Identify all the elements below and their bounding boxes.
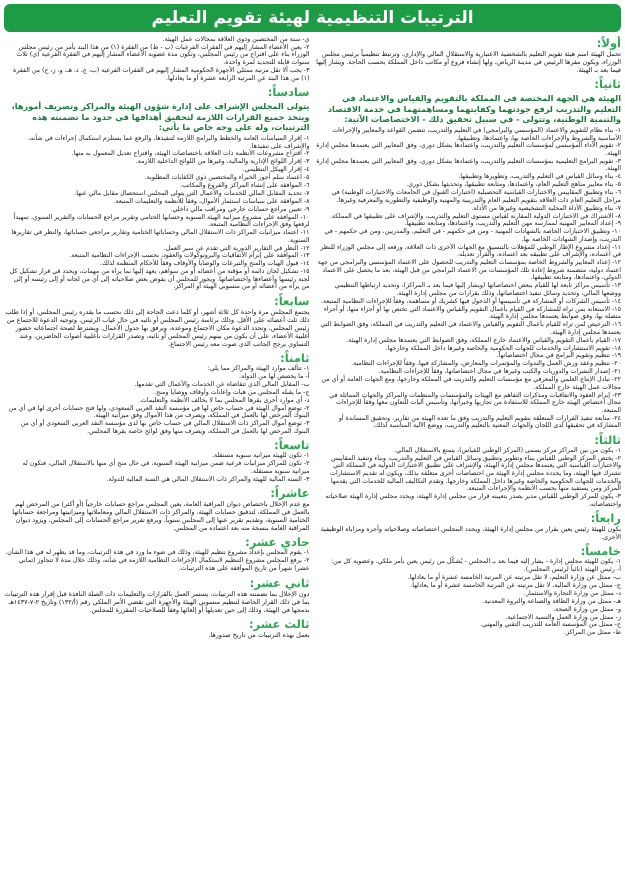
list-item: ٢- يختص المركز الوطني للقياس ببناء وتطوير وتطبيق وسائل القياس في التعليم والتدريب، وبناء وتنفيذ المقاييس والاختبارات القياسية التي يعتمدها مجلس إدارة الهيئة، والإشراف على تطبيق الاختبارات الدولية في المملكة التي تشترك فيها الهيئة، وما يحدده مجلس إدارة الهيئة من اختصاصات أخرى متعلقة بذلك، ويكون له تقديم الاستشارات والخدمات للجهات الحكومية والخاصة وغيرها داخل المملكة وخارجها. وتقدم التكاليف المالية للخدمات التي يقدمها المركز ومن يستفيد منها بحسب الأنظمة والإجراءات المتبعة. xyxy=(330,454,621,493)
list-item: ط- ممثل من المراكز. xyxy=(564,629,621,637)
list-item: ١٩- تنظيم وتقويم البرامج في مجال اختصاصاتها. xyxy=(496,352,621,360)
section-10-text: مع عدم الإخلال باختصاص ديوان المراقبة العامة، يعين المجلس مراجع حسابات خارجياً (أو أكثر) من المرخص لهم بالعمل في المملكة، لتدقيق حسابات الهيئة، والمراكز ذات الاستقلال المالي ومعاملاتها وميزانيتها ومراجعة حساباتها الختامية السنوية، وتقديم تقرير عنها إلى المجلس سنوياً. ويرفع تقرير مراجع الحسابات إلى المجلس، ويزود ديوان المراقبة العامة بنسخة منه بعد اعتماده من المجلس. xyxy=(12,500,310,533)
section-8-list xyxy=(4,365,310,435)
section-5-heading: خامساً: xyxy=(580,544,621,559)
section-7 xyxy=(4,294,310,348)
section-3-list xyxy=(316,447,622,508)
list-item: ١١- إعداد مشروع الإطار الوطني للمؤهلات بالتنسيق مع الجهات الأخرى ذات العلاقة، ورفعه إلى مجلس الوزراء للنظر في اعتماده، والإشراف على تطبيقه بعد اعتماده، والقرار تعديله. xyxy=(320,243,621,259)
list-item: ١٠- وتطبيق الاختبارات الخاصة بالشهادات المهنية - ومن في حكمهم - في التعليم، والمدربين، ومن في حكمهم - في التدريب، وإصدار الشهادات الخاصة بها. xyxy=(324,228,621,243)
list-item: ٣- يجب ألا تقل مرتبة ممثلي الأجهزة الحكومية المشار إليهم في الفقرات الفرعية (ب، ج، د، هـ، و، ز، ح) من الفقرة (١) من هذا البند عن المرتبة الرابعة عشرة أو ما يعادلها. xyxy=(13,66,310,82)
section-5 xyxy=(316,544,622,637)
list-item: ١- إقرار السياسات العامة والخطط والبرامج اللازمة لتنفيذها، والرفع عما يستلزم استكمال إجراءات في شأنه، والإشراف على تنفيذها. xyxy=(28,134,310,150)
list-item: ٣- السنة المالية للهيئة والمراكز ذات الاستقلال المالي هي السنة المالية للدولة. xyxy=(106,475,310,483)
list-item: ٢- توضع أموال الهيئة في حساب خاص لها في مؤسسة النقد العربي السعودي، ولها فتح حسابات أخرى لها في أي من البنوك المرخص لها بالعمل في المملكة، ويصرف من هذا الأموال وفق ميزانية الهيئة. xyxy=(8,404,310,420)
list-item: ٣- يكون للمركز الوطني للقياس مدير يصدر بتعيينه قرار من مجلس إدارة الهيئة، ويحدد مجلس إدارة الهيئة صلاحياته واختصاصاته. xyxy=(325,493,621,508)
title-banner xyxy=(4,4,621,32)
section-8-heading: ثامناً: xyxy=(280,351,310,366)
list-item: ٢٠- تنظيم وعقد ورش العمل والندوات والمؤتمرات والمعارض، والمشاركة فيها، وفقاً للإجراءات النظامية. xyxy=(351,360,621,368)
section-10-heading: عاشراً: xyxy=(270,486,310,501)
section-1-heading: أولاً: xyxy=(596,36,621,50)
section-7-text: يجتمع المجلس مرة واحدة كل ثلاثة أشهر، أو كلما دعت الحاجة إلى ذلك بحسب ما يقدره رئيس المجلس، أو إذا طلب ذلك ثلث أعضائه على الأقل. وذلك برئاسة رئيس المجلس أو نائبه في حال غياب الرئيس، وتوجيه الدعوة للاجتماع من رئيس المجلس، وتحدد الدعوة مكان الاجتماع وموعده، ويرفق بها جدول الأعمال. ويشترط لصحة اجتماعاته حضور أغلبية الأعضاء، على أن يكون من بينهم رئيس المجلس أو نائبه، وتصدر القرارات بأغلبية أصوات الحاضرين، وعند التساوي يرجح الجانب الذي صوت معه رئيس الاجتماع. xyxy=(5,307,310,349)
section-1 xyxy=(316,36,622,74)
section-13 xyxy=(4,617,310,639)
list-item: ٢١- إصدار النشرات والدوريات والكتب وغيرها في مجال اختصاصاتها، وفقاً للإجراءات النظامية. xyxy=(378,368,621,376)
list-item: ١- بناء نظام للتقويم والاعتماد (المؤسسي والبرامجي) في التعليم والتدريب، تتضمن القواعد والمعايير والإجراءات الأساسية والشروط والإجراءات الخاصة بها، واعتمادها، وتطبيقها. xyxy=(332,126,621,142)
section-12-heading: ثاني عشر: xyxy=(249,575,310,590)
list-item: ١٧- القيام بأعمال التقويم والقياس والاعتماد خارج المملكة، وفق الضوابط التي يعتمدها مجلس إدارة الهيئة. xyxy=(346,336,621,344)
section-9-list xyxy=(4,452,310,483)
list-item: ٢- تكون للمراكز ميزانيات فرعية ضمن ميزانية الهيئة السنوية، في حال منح أي منها بالاستقلال المالي، فتكون له ميزانية سنوية مستقلة. xyxy=(22,460,310,475)
section-13-heading: ثالث عشر: xyxy=(249,616,310,631)
list-item: ٢- اقتراح مشروعات الأنظمة ذات العلاقة باختصاصات الهيئة، واقتراح تعديل المعمول به منها. xyxy=(71,150,310,158)
section-6 xyxy=(4,85,310,291)
section-2-list xyxy=(316,127,622,430)
list-item: ٥- بناء معايير مناهج التعليم العام، واعتمادها، ومتابعة تطبيقها، وتحديثها بشكل دوري. xyxy=(406,181,621,189)
list-item: ج- ما يقبله المجلس من هبات وإعانات وأوقاف ووصايا ومنح. xyxy=(154,388,310,396)
section-6-heading: سادساً: xyxy=(267,85,310,100)
list-item: و- ممثل من وزارة الصحة. xyxy=(553,605,621,613)
list-item: ١٦- الترخيص لمن تراه للقيام بأعمال التقويم والقياس والاعتماد في التعليم والتدريب في المملكة، وفق الضوابط التي يعتمدها مجلس إدارة الهيئة. xyxy=(320,321,621,336)
list-item: ٢- تقويم الأداء المؤسسي لمؤسسات التعليم والتدريب، واعتمادها بشكل دوري، وفق المعايير التي يعتمدها مجلس إدارة الهيئة. xyxy=(316,142,621,157)
section-6-intro: يتولى المجلس الإشراف على إدارة شؤون الهيئة والمراكز وتصريف أمورها، ويتخذ جميع القرارات اللازمة لتحقيق أهدافها في حدود ما تضمنته هذه الترتيبات، وله على وجه خاص ما يأتي: xyxy=(11,101,310,133)
page-title: الترتيبات التنظيمية لهيئة تقويم التعليم xyxy=(151,8,474,28)
list-item: أ- ما يخصص لها من الدولة. xyxy=(238,373,310,381)
list-item: ز- ممثل من وزارة العمل والتنمية الاجتماعية. xyxy=(505,613,621,621)
list-item: ح- ممثل من المؤسسة العامة للتدريب التقني والمهني. xyxy=(480,621,621,629)
list-item: ٢- يرفع المجلس مشروع التنظيم لاستكمال الإجراءات النظامية اللازمة في شأنه، وذلك خلال مدة لا تتجاوز (ثماني عشر) شهراً من تاريخ الموافقة على هذه الترتيبات. xyxy=(18,557,310,572)
list-item: ١- تكون للهيئة ميزانية سنوية مستقلة. xyxy=(212,452,310,460)
list-item: ٦- الموافقة على إنشاء المراكز والفروع والمكاتب. xyxy=(180,181,310,189)
list-item: ١٠- الموافقة على مشروع ميزانية الهيئة السنوية وحسابها الختامي وتقرير مراجع الحسابات والتقرير السنوي، تمهيداً لرفعها وفق الإجراءات النظامية المتبعة. xyxy=(13,213,310,229)
section-10 xyxy=(4,486,310,532)
list-item: ٥- اعتماد سلم أجور الخبراء والمختصين ذوي الكفايات المطلوبة. xyxy=(144,174,310,182)
section-6-list xyxy=(4,135,310,291)
list-item: ٨- الموافقة على سياسات استثمار الأموال، وفقاً للأنظمة والتعليمات المتبعة. xyxy=(113,197,310,205)
list-item: ٧- تحديد المقابل المالي للخدمات والأعمال التي يتولى المجلس استحصال مقابل مالي عنها. xyxy=(74,189,310,197)
list-item: ١٣- تأسيس مراكز تابعة لها للقيام ببعض اختصاصاتها (ويشار إليها فيما بعد بـ المراكز)، وتحديد ارتباطها التنظيمي ووضعها المالي، وتحديد وسائل تنفيذ اختصاصاتها، وذلك بقرارات من مجلس إدارة الهيئة. xyxy=(334,282,621,297)
list-item: ١٤- تأسيس الشركات أو المشاركة في تأسيسها أو الدخول فيها كشريك أو مساهمة، وفقاً للإجراءات النظامية المتبعة. xyxy=(321,297,621,305)
list-item: ١٢- النظر في التقارير الدورية التي تقدم عن سير العمل. xyxy=(163,244,310,252)
list-item: د- أي موارد أخرى يقرها المجلس بما لا يخالف الأنظمة والتعليمات. xyxy=(138,396,310,404)
section-12-text: دون الإخلال بما تضمنته هذه الترتيبات، يستمر العمل بالقرارات والتعليمات ذات الصلة النافذة قبل إقرار هذه الترتيبات بما في ذلك القرار الخاصة لتنظيم منسوبي الهيئة والأجهزة التي تقضي الأمر الملكي رقم (أ/١٣٢) وتاريخ ٢-٧-١٤٣٧هـ بدمجها في الهيئة، وذلك إلى حين تعديلها أو إلغائها وفقاً للصلاحيات المقررة للمجلس. xyxy=(4,589,310,614)
list-item: ٤- بناء وسائل القياس في التعليم والتدريب، وتطويرها وتطبيقها. xyxy=(458,173,621,181)
section-11-heading: حادي عشر: xyxy=(245,535,310,550)
list-item: ٨- الاشتراك في الاختبارات الدولية المقارنة لقياس مستوى التعليم والتدريب، والإشراف على تطبيقها في المملكة. xyxy=(329,212,621,220)
columns xyxy=(4,36,621,892)
section-13-text: يعمل بهذه الترتيبات من تاريخ صدورها. xyxy=(208,630,310,639)
list-item: ب- المقابل المالي الذي تتقاضاه عن الخدمات والأعمال التي تقدمها. xyxy=(134,380,310,388)
list-item: ٢- يعين الأعضاء المشار إليهم في الفقرات الفرعيات (ب - ط) من الفقرة (١) من هذا البند بأمر من رئيس مجلس الوزراء بناء على اقتراح من رئيس المجلس، وتكون مدة عضوية الأعضاء المشار إليهم في الفقرة الفرعية (ي) ثلاث سنوات قابلة للتجديد لمرة واحدة. xyxy=(16,43,310,67)
list-item: ١٢- إعداد المعايير والشروط الخاصة بمؤسسات التعليم والتدريب للحصول على الاعتماد المؤسسي والبرامجي من جهة اعتماد دولية، متضمنة شروط إعادة تلك المؤسسات من الاعتماد البرامجي من قبل الهيئة، بعد ما يحصل على الاعتماد الدولي، واعتمادها، ومتابعة تطبيقها. xyxy=(317,259,621,282)
list-item: ١١- اعتماد ميزانيات المراكز ذات الاستقلال المالي وحساباتها الختامية وتقارير مراجعي حساباتها، والنظر في تقاريرها السنوية. xyxy=(11,229,310,244)
section-11-list xyxy=(4,549,310,572)
section-9-heading: تاسعاً: xyxy=(274,438,310,453)
list-item: ١- يكون للهيئة مجلس إدارة - يشار إليه فيما بعد بـ المجلس - يُشكّل من رئيس يعين بأمر ملكي، وعضوية كل من: xyxy=(331,558,621,566)
list-item: ج- ممثل من وزارة المالية، لا تقل مرتبته عن المرتبة الخامسة عشرة أو ما يعادلها. xyxy=(410,582,621,590)
section-2-heading: ثانياً: xyxy=(594,77,621,92)
section-4 xyxy=(316,511,622,541)
section-5-continued xyxy=(4,36,310,82)
list-item: ٣- توضع أموال المراكز ذات الاستقلال المالي في حساب خاص بها لدى مؤسسة النقد العربي السعودي أو أي من البنوك المرخص لها بالعمل في المملكة، ويصرف منها وفق لوائح خاصة يقرها المجلس. xyxy=(20,420,310,435)
list-item: ١- تتألف موارد الهيئة والمراكز مما يلي: xyxy=(207,365,310,373)
list-item: ٣- إقرار اللوائح الإدارية والمالية، وغيرها من اللوائح الداخلية اللازمة. xyxy=(135,158,310,166)
section-2-intro: الهيئة هي الجهة المختصة في المملكة بالتقويم والقياس والاعتماد في التعليم والتدريب لرفع جودتهما وكفايتهما ومساهمتهما في خدمة الاقتصاد والتنمية الوطنية، وتتولى - في سبيل تحقيق ذلك - الاختصاصات الآتية: xyxy=(327,93,621,125)
list-item: ٤- إقرار الهيكل التنظيمي. xyxy=(242,166,310,174)
section-11 xyxy=(4,535,310,572)
list-item: ٢٤- متابعة تنفيذ القرارات المتعلقة بتقويم التعليم والتدريب وفق ما تعده الهيئة من تقارير، وتحقيق المساندة أو المشاركة في تحقيقها لدى اللجان والجهات المعنية بالتعليم والتدريب، ووضع الآلية المناسبة لذلك. xyxy=(338,414,621,430)
section-4-text: يكون للهيئة رئيس يعين بقرار من مجلس إدارة الهيئة، ويحدد المجلس اختصاصاته وصلاحياته وأجره ومزاياه الوظيفية الأخرى. xyxy=(320,525,621,542)
list-item: ١٥- الاستعانة بمن تراه للمشاركة في القيام بأعمال التقويم والقياس والاعتماد التي تختص بها أو أجزاء منها، أو أجزاء متصلة بها، وفق ضوابط يعتمدها مجلس إدارة الهيئة. xyxy=(323,305,621,321)
section-9 xyxy=(4,438,310,483)
list-item: ١- يكون من بين المراكز مركز يسمى (المركز الوطني للقياس)، يتمتع بالاستقلال المالي. xyxy=(394,446,621,454)
list-item: ١٤- قبول الهبات والمنح والتبرعات والوصايا والأوقاف وفقاً للأحكام المنظمة لذلك. xyxy=(99,260,310,268)
list-item: ١- يقوم المجلس بإعداد مشروع تنظيم للهيئة، وذلك في ضوء ما ورد في هذه الترتيبات، وما قد يظهر له في هذا الشأن. xyxy=(5,549,310,557)
list-item: ٩- إعداد المعايير المهنية لممارسة مهن التعليم والتدريب، واعتمادها، ومتابعة تطبيقها. xyxy=(404,220,621,228)
list-item: ي- ستة من المختصين وذوي العلاقة بمجالات عمل الهيئة. xyxy=(162,36,310,43)
list-item: د- ممثل من وزارة التجارة والاستثمار. xyxy=(523,589,621,597)
list-item: هـ- ممثل من وزارة الطاقة والصناعة والثروة المعدنية. xyxy=(482,597,621,605)
list-item: ٣- تقويم البرامج التعليمية بمؤسسات التعليم والتدريب، واعتمادها بشكل دوري، وفق المعايير التي يعتمدها مجلس إدارة الهيئة. xyxy=(316,157,621,173)
section-12 xyxy=(4,576,310,614)
list-item: ١٣- الموافقة على إبرام الاتفاقيات والبروتوكولات والعقود، بحسب الإجراءات النظامية المتبعة. xyxy=(69,252,310,260)
section-7-heading: سابعاً: xyxy=(274,293,310,308)
section-1-text: تحمل الهيئة اسم هيئة تقويم التعليم بالشخصية الاعتبارية والاستقلال المالي والإداري، وترتبط تنظيمياً برئيس مجلس الوزراء، ويكون مقرها الرئيس في مدينة الرياض، ولها إنشاء فروع أو مكاتب داخل المملكة بحسب الحاجة. ويشار إليها فيما بعد بـ الهيئة. xyxy=(316,50,621,75)
left-column xyxy=(4,36,310,892)
section-8 xyxy=(4,351,310,435)
list-item: ٧- بناء وتطبيق الأداة المحلية التشخيصية وغيرها من الأدلة. xyxy=(471,204,621,212)
section-3 xyxy=(316,433,622,508)
section-4-heading: رابعاً: xyxy=(590,511,621,526)
section-5-continued-list xyxy=(4,36,310,82)
section-5-list xyxy=(316,558,622,637)
list-item: ٢٣- إبرام العقود والاتفاقيات ومذكرات التفاهم مع الهيئات والمؤسسات والمنظمات والمراكز والجهات المماثلة في مجال اختصاص الهيئة خارج المملكة للاستفادة من تجاربها وخبراتها، وتأسيس آليات للتعاون معها وفقاً للإجراءات المتبعة. xyxy=(329,391,621,414)
list-item: ٩- تعيين مراجع حسابات خارجي ومراقب مالي داخلي. xyxy=(170,205,310,213)
list-item: ١٨- تقويم الاستشارات والخدمات للجهات الحكومية والخاصة وغيرها داخل المملكة وخارجها. xyxy=(385,344,621,352)
list-item: أ- رئيس الهيئة (نائباً لرئيس المجلس). xyxy=(523,566,621,574)
section-2 xyxy=(316,77,622,430)
list-item: ١٥- تشكيل لجان دائمة أو مؤقتة من أعضائه أو من سواهم، يعهد إليها بما يراه من مهمات، ويحدد في قرار تشكيل كل لجنة رئيسها وأعضاءها واختصاصاتها. ويجوز للمجلس أن يفوض بعض صلاحياته إلى أي من لجانه أو إلى رئيسه أو إلى من يراه من أعضائه أو من منسوبي الهيئة أو المراكز. xyxy=(9,268,310,291)
list-item: ب- ممثل عن وزارة التعليم، لا تقل مرتبته عن المرتبة الخامسة عشرة أو ما يعادلها. xyxy=(407,574,621,582)
list-item: ٦- بناء وتطبيق المقاييس والاختبارات القياسية التحصيلية (اختبارات القبول في الجامعات والاختبارات الوطنية) في مراحل التعليم العام ذات العلاقة بتقويم التعليم العام والتدريبية والمهنية والوظيفية والتطورية والمعرفية وغيرها. xyxy=(331,189,621,204)
list-item: ٢٢- تبادل الإنتاج العلمي والمعرفي مع مؤسسات التعليم والتدريب في المملكة وخارجها، ومع الجهات العامة أو أي من مجالات عمل الهيئة خارج المملكة. xyxy=(321,376,621,391)
right-column xyxy=(316,36,622,892)
section-3-heading: ثالثاً: xyxy=(594,432,621,447)
